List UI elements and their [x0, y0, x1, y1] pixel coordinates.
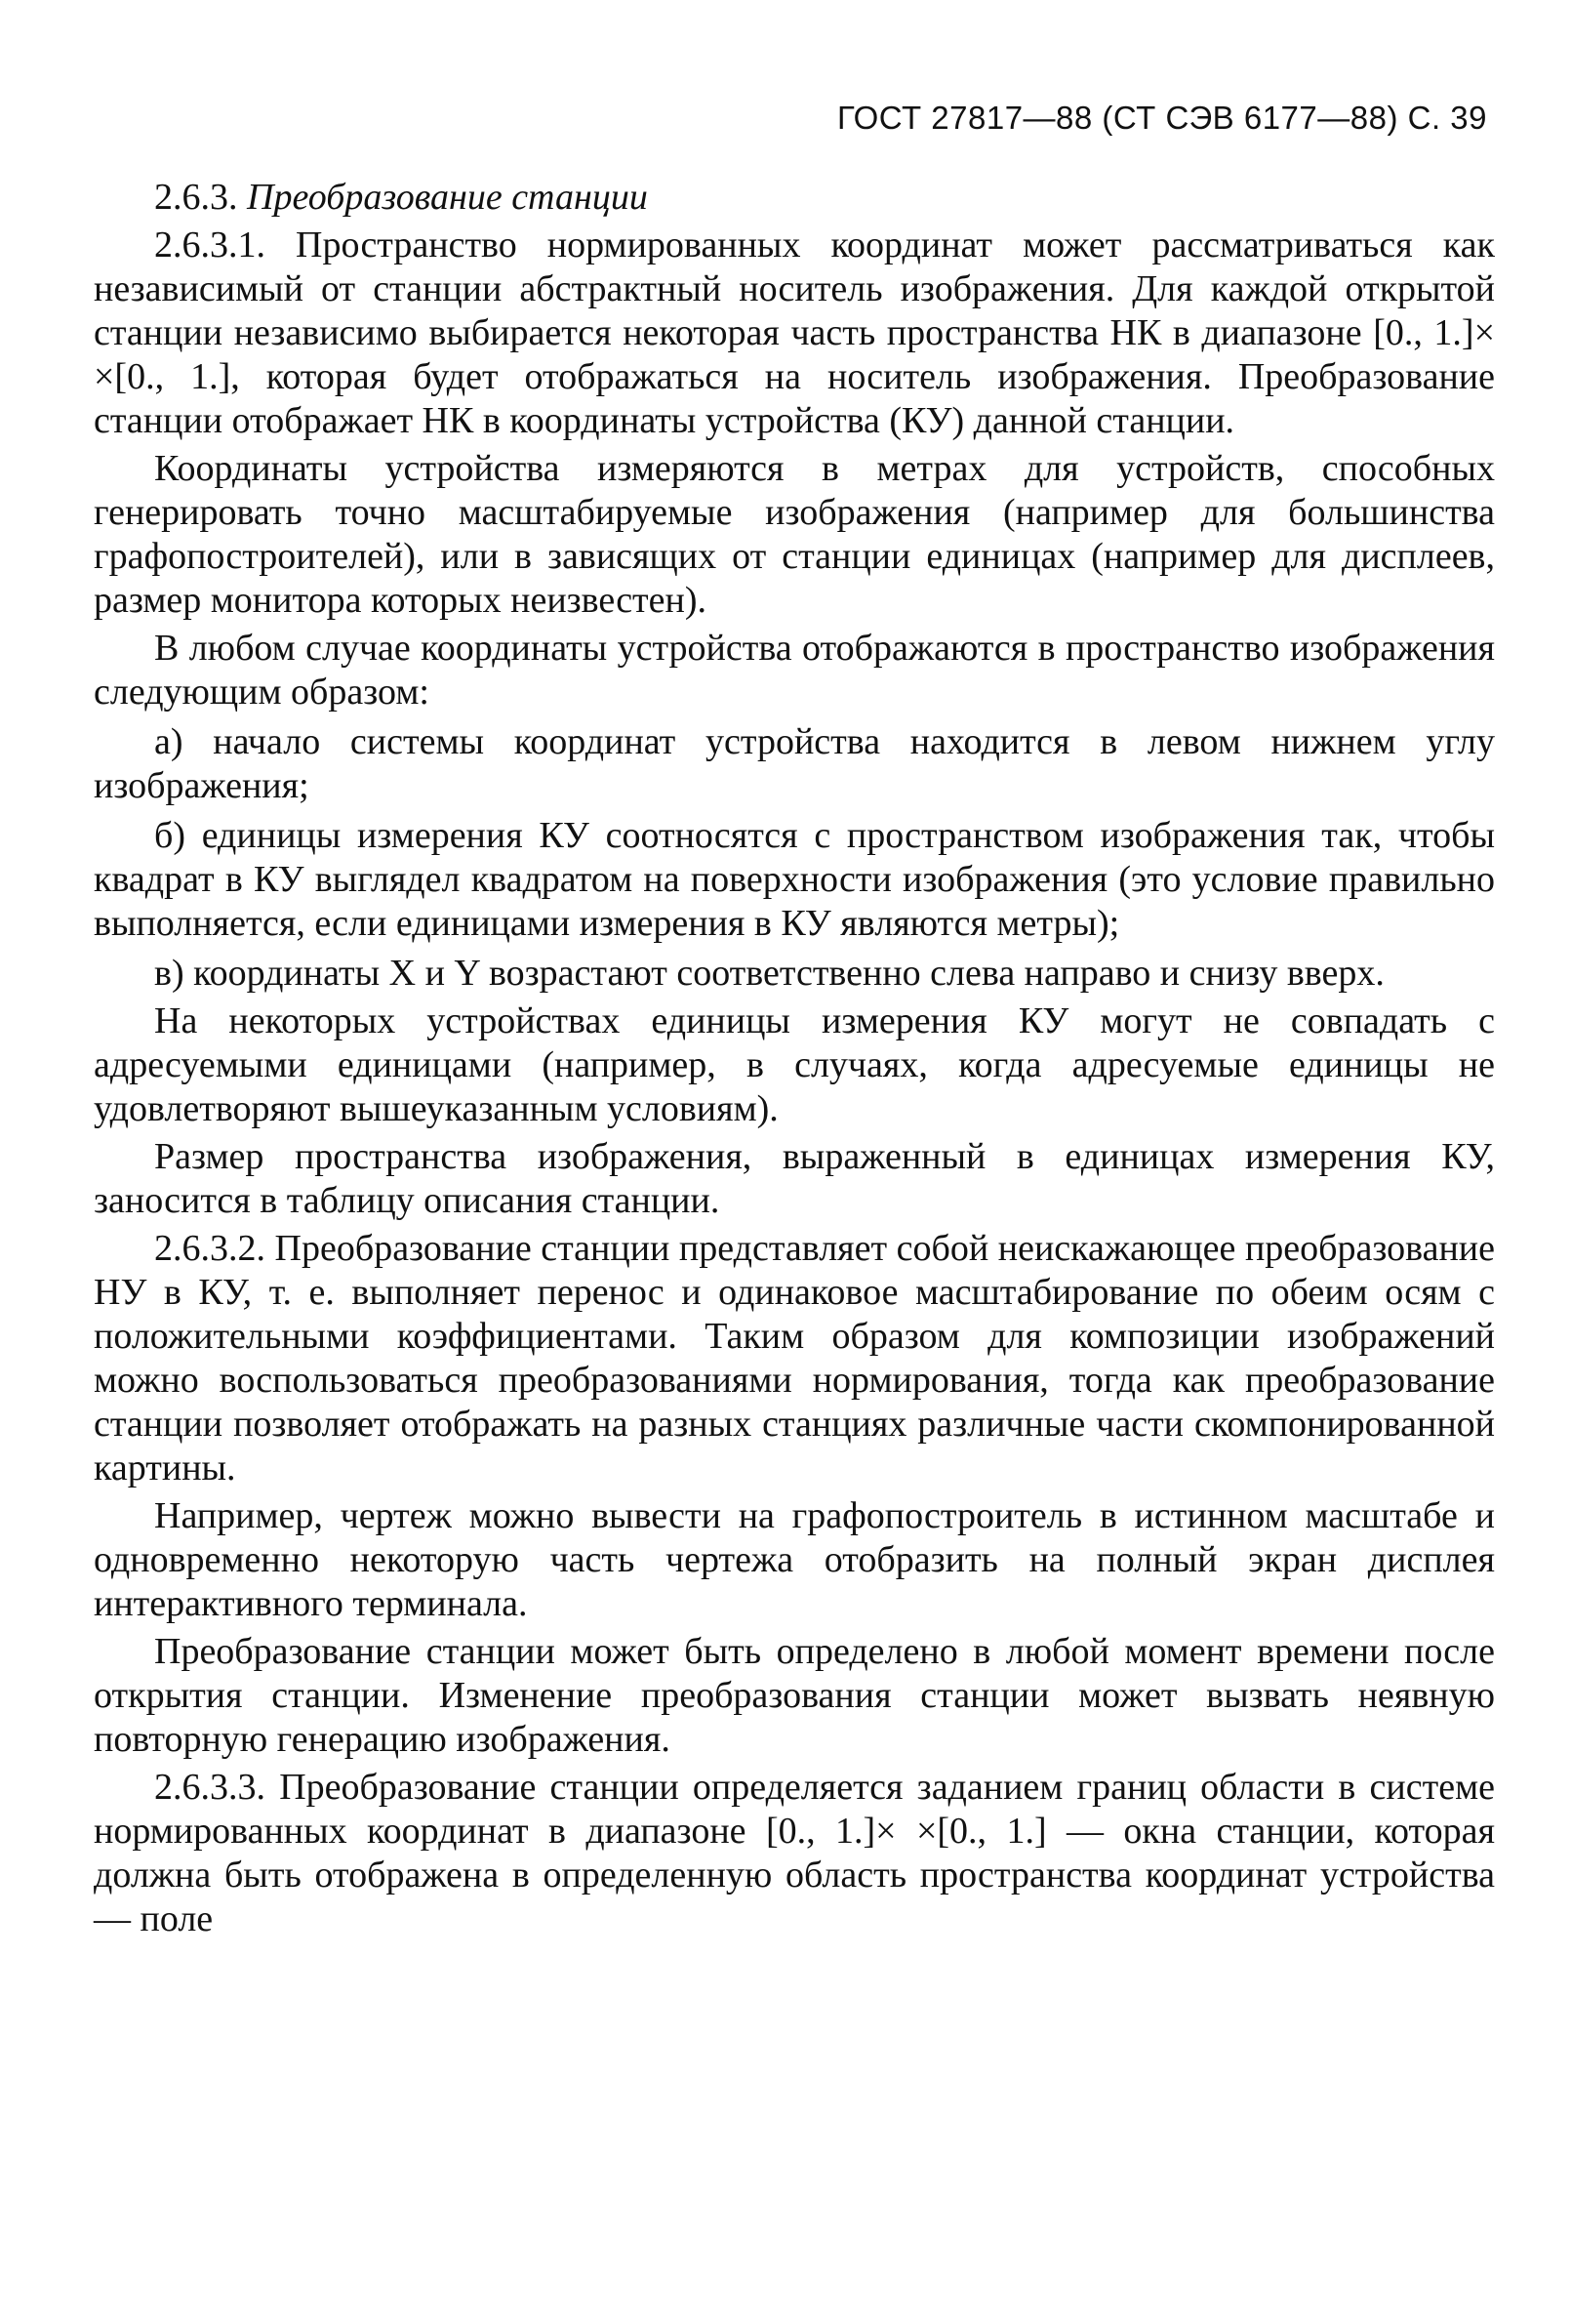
document-page: [94, 94, 1495, 1945]
section-number: 2.6.3.: [154, 177, 238, 218]
paragraph-device-coordinates: Координаты устройства измеряются в метрах для устройств, способных генерировать точно масштабируемые изображения (например для большинства графопостроителей), или в зависящих от станции единицах (например для дисплеев, размер монитора которых неизвестен).: [94, 448, 1495, 621]
paragraph-example: Например, чертеж можно вывести на графопостроитель в истинном масштабе и одновременно некоторую часть чертежа отобразить на полный экран дисплея интерактивного терминала.: [94, 1495, 1495, 1624]
running-header: ГОСТ 27817—88 (СТ СЭВ 6177—88) С. 39: [837, 100, 1487, 136]
section-title: Преобразование станции: [247, 177, 648, 218]
paragraph-2-6-3-2: 2.6.3.2. Преобразование станции представляет собой неискажающее преобразование НУ в КУ, т. е. выполняет перенос и одинаковое масштабирование по обеим осям с положительными коэффициентами. Таким образом для композиции изображений можно воспользоваться преобразованиями нормирования, тогда как преобразование станции позволяет отображать на разных станциях различные части скомпонированной картины.: [94, 1228, 1495, 1488]
section-heading: [94, 176, 1495, 220]
paragraph-definition-time: Преобразование станции может быть определено в любой момент времени после открытия станции. Изменение преобразования станции может вызвать неявную повторную генерацию изображения.: [94, 1631, 1495, 1760]
list-item-b: б) единицы измерения КУ соотносятся с пространством изображения так, чтобы квадрат в КУ выглядел квадратом на поверхности изображения (это условие правильно выполняется, если единицами измерения в КУ являются метры);: [94, 815, 1495, 944]
paragraph-2-6-3-3: 2.6.3.3. Преобразование станции определяется заданием границ области в системе нормированных координат в диапазоне [0., 1.]× ×[0., 1.] — окна станции, которая должна быть отображена в определенную область пространства координат устройства — поле: [94, 1767, 1495, 1939]
list-item-c: в) координаты X и Y возрастают соответственно слева направо и снизу вверх.: [154, 953, 1385, 994]
paragraph-image-size: Размер пространства изображения, выраженный в единицах измерения КУ, заносится в таблицу описания станции.: [94, 1136, 1495, 1221]
body-text: [94, 176, 1495, 1941]
paragraph-mapping-intro: В любом случае координаты устройства отображаются в пространство изображения следующим образом:: [94, 628, 1495, 713]
paragraph-2-6-3-1: 2.6.3.1. Пространство нормированных координат может рассматриваться как независимый от станции абстрактный носитель изображения. Для каждой открытой станции независимо выбирается некоторая часть пространства НК в диапазоне [0., 1.]× ×[0., 1.], которая будет отображаться на носитель изображения. Преобразование станции отображает НК в координаты устройства (КУ) данной станции.: [94, 224, 1495, 441]
paragraph-addressable-units: На некоторых устройствах единицы измерения КУ могут не совпадать с адресуемыми единицами (например, в случаях, когда адресуемые единицы не удовлетворяют вышеуказанным условиям).: [94, 1000, 1495, 1129]
list-item-a: а) начало системы координат устройства находится в левом нижнем углу изображения;: [94, 721, 1495, 806]
